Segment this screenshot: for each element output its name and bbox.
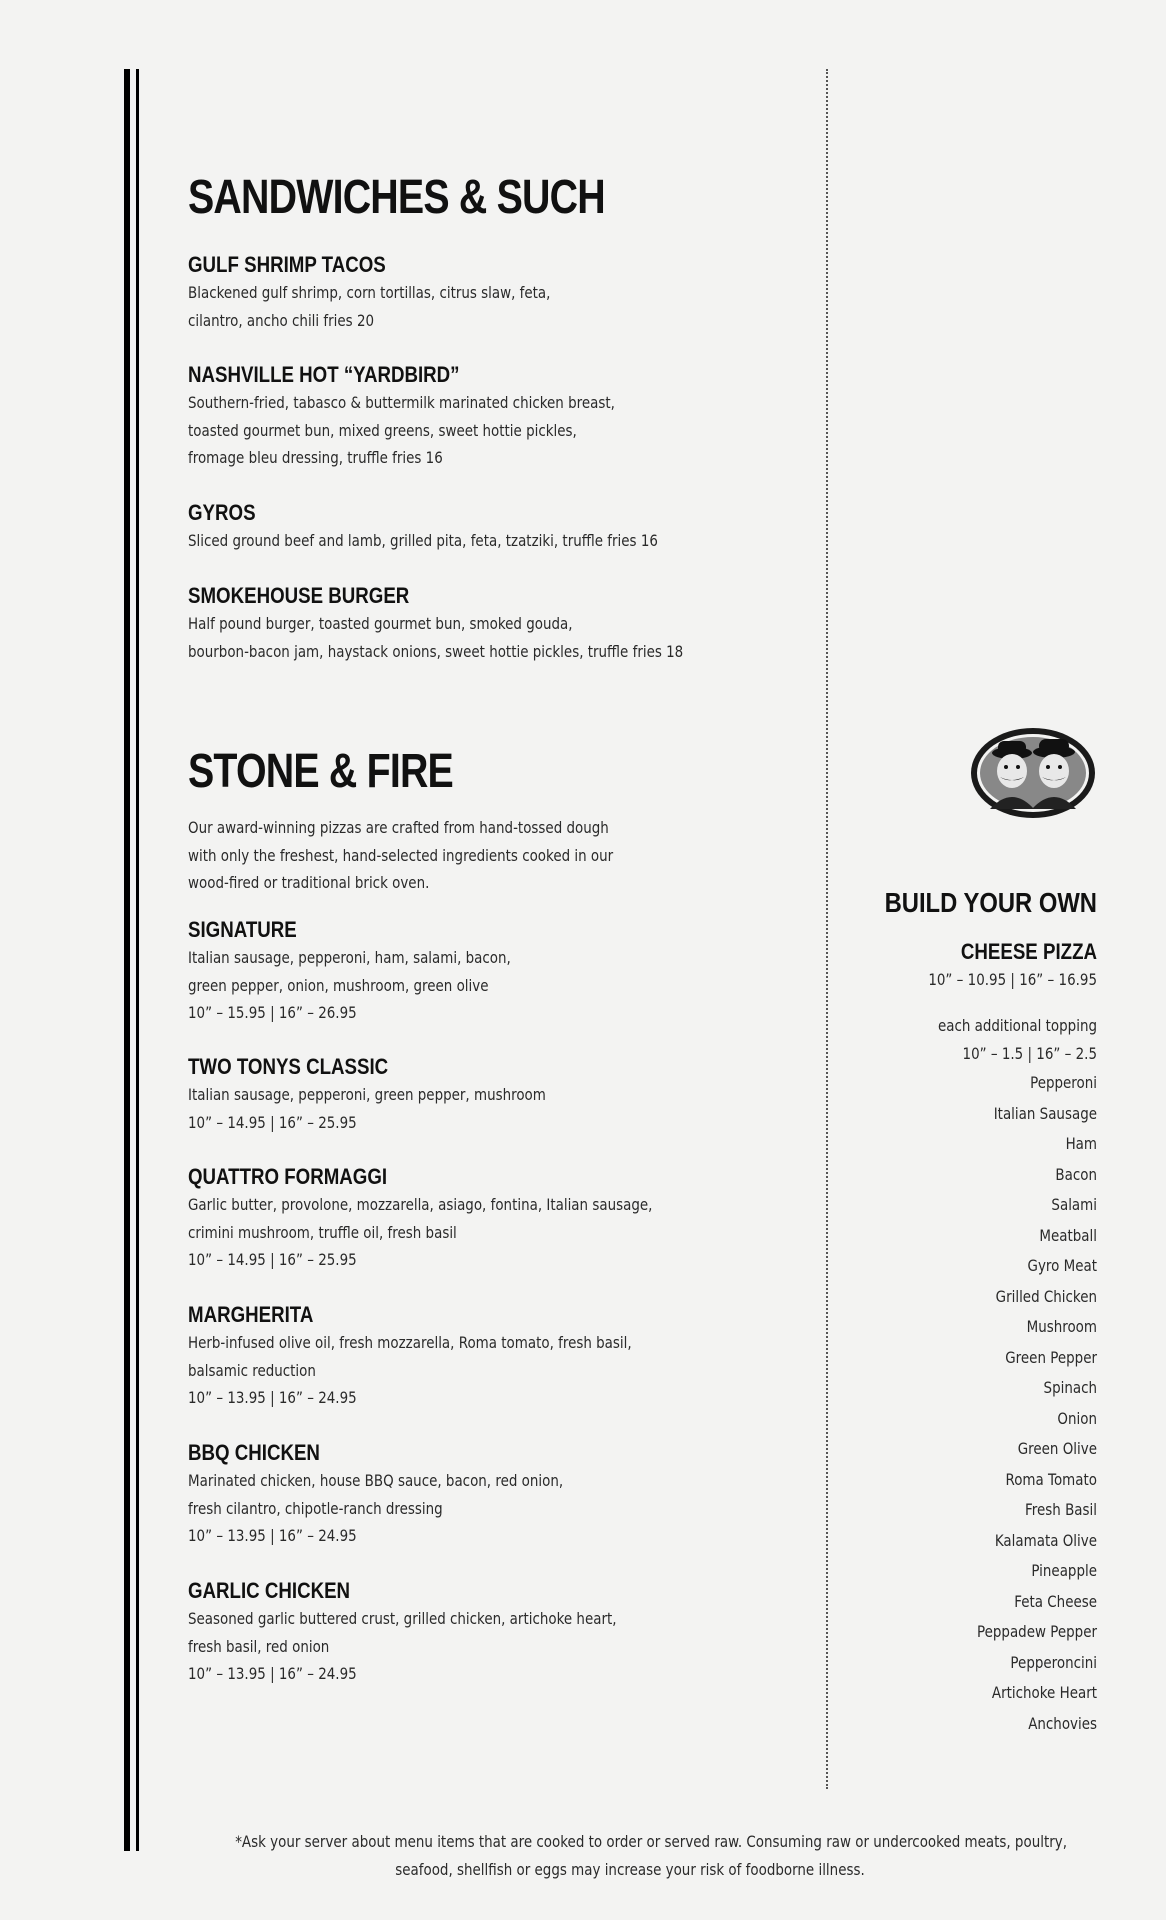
topping-item: Bacon bbox=[1055, 1164, 1097, 1184]
stone-fire-intro bbox=[188, 814, 788, 897]
item-desc: crimini mushroom, truffle oil, fresh basil bbox=[188, 1222, 457, 1242]
topping-item: Artichoke Heart bbox=[991, 1683, 1097, 1702]
menu-item bbox=[188, 361, 788, 472]
section-title-sandwiches: SANDWICHES & SUCH bbox=[188, 171, 605, 224]
topping-item: Fresh Basil bbox=[1025, 1500, 1097, 1519]
topping-item: Meatball bbox=[1039, 1225, 1097, 1245]
intro-line: with only the freshest, hand-selected ingredients cooked in our bbox=[188, 845, 614, 865]
pizza-item bbox=[188, 1439, 788, 1550]
build-your-own-title: BUILD YOUR OWN bbox=[884, 887, 1097, 918]
left-border-thin bbox=[136, 69, 139, 1851]
item-desc: Herb-infused olive oil, fresh mozzarella, Roma tomato, fresh basil, bbox=[188, 1333, 632, 1352]
pizza-item bbox=[188, 916, 788, 1027]
pizza-item bbox=[188, 1301, 788, 1412]
pizza-item bbox=[188, 1577, 788, 1688]
item-desc: balsamic reduction bbox=[188, 1360, 316, 1380]
item-desc: Half pound burger, toasted gourmet bun, smoked gouda, bbox=[188, 614, 573, 633]
topping-item: Pepperoncini bbox=[1010, 1652, 1097, 1672]
section-title-stone-fire: STONE & FIRE bbox=[188, 745, 453, 798]
item-desc: Italian sausage, pepperoni, ham, salami, bacon, bbox=[188, 948, 511, 967]
toppings-list-container bbox=[797, 1068, 1097, 1739]
topping-item: Green Olive bbox=[1017, 1439, 1097, 1458]
item-name: GARLIC CHICKEN bbox=[188, 1578, 351, 1603]
topping-item: Pineapple bbox=[1031, 1561, 1097, 1580]
topping-item: Pepperoni bbox=[1030, 1073, 1097, 1092]
item-price: 10” – 13.95 | 16” – 24.95 bbox=[188, 1664, 357, 1683]
item-desc: Sliced ground beef and lamb, grilled pita, feta, tzatziki, truffle fries 16 bbox=[188, 531, 658, 550]
food-safety-footnote bbox=[160, 1828, 1100, 1884]
item-price: 10” – 13.95 | 16” – 24.95 bbox=[188, 1388, 357, 1407]
item-desc: Southern-fried, tabasco & buttermilk marinated chicken breast, bbox=[188, 393, 615, 412]
topping-item: Spinach bbox=[1043, 1378, 1097, 1397]
topping-item: Italian Sausage bbox=[993, 1103, 1097, 1123]
item-name: BBQ CHICKEN bbox=[188, 1440, 320, 1465]
footnote-line: *Ask your server about menu items that are cooked to order or served raw. Consuming raw or undercooked meats, poultry, bbox=[235, 1832, 1067, 1851]
cheese-pizza-block bbox=[797, 938, 1097, 994]
intro-line: wood-fired or traditional brick oven. bbox=[188, 873, 430, 892]
intro-line: Our award-winning pizzas are crafted from hand-tossed dough bbox=[188, 818, 609, 837]
item-price: 10” – 15.95 | 16” – 26.95 bbox=[188, 1003, 357, 1022]
topping-item: Gyro Meat bbox=[1027, 1256, 1097, 1275]
build-your-own-section bbox=[797, 886, 1097, 920]
topping-item: Green Pepper bbox=[1005, 1347, 1097, 1367]
topping-item: Roma Tomato bbox=[1005, 1469, 1097, 1489]
item-desc: fresh cilantro, chipotle-ranch dressing bbox=[188, 1498, 443, 1518]
topping-item: Salami bbox=[1051, 1195, 1097, 1214]
topping-item: Peppadew Pepper bbox=[976, 1622, 1097, 1641]
two-mustached-men-logo-icon bbox=[968, 725, 1098, 821]
item-desc: Italian sausage, pepperoni, green pepper, mushroom bbox=[188, 1085, 546, 1104]
toppings-list bbox=[797, 1068, 1097, 1739]
item-name: TWO TONYS CLASSIC bbox=[188, 1054, 389, 1079]
item-name: NASHVILLE HOT “YARDBIRD” bbox=[188, 362, 460, 387]
item-desc: bourbon-bacon jam, haystack onions, sweet hottie pickles, truffle fries 18 bbox=[188, 641, 684, 661]
item-desc: toasted gourmet bun, mixed greens, sweet hottie pickles, bbox=[188, 420, 577, 440]
footnote-line: seafood, shellfish or eggs may increase your risk of foodborne illness. bbox=[395, 1860, 865, 1879]
item-desc: fresh basil, red onion bbox=[188, 1636, 330, 1656]
topping-item: Mushroom bbox=[1026, 1317, 1097, 1336]
item-desc: Garlic butter, provolone, mozzarella, asiago, fontina, Italian sausage, bbox=[188, 1195, 653, 1214]
topping-item: Feta Cheese bbox=[1014, 1591, 1097, 1611]
topping-item: Kalamata Olive bbox=[994, 1530, 1097, 1550]
topping-label: each additional topping bbox=[937, 1016, 1097, 1035]
item-price: 10” – 14.95 | 16” – 25.95 bbox=[188, 1250, 357, 1269]
item-desc: cilantro, ancho chili fries 20 bbox=[188, 310, 375, 330]
item-name: MARGHERITA bbox=[188, 1302, 314, 1327]
item-name: GYROS bbox=[188, 500, 256, 525]
item-price: 10” – 14.95 | 16” – 25.95 bbox=[188, 1112, 357, 1132]
topping-item: Anchovies bbox=[1028, 1713, 1097, 1733]
item-desc: green pepper, onion, mushroom, green olive bbox=[188, 975, 489, 995]
topping-item: Ham bbox=[1065, 1134, 1097, 1153]
item-desc: Seasoned garlic buttered crust, grilled chicken, artichoke heart, bbox=[188, 1609, 617, 1628]
stone-fire-section bbox=[188, 744, 788, 800]
topping-pricing bbox=[797, 1012, 1097, 1067]
sandwiches-section bbox=[188, 170, 788, 226]
menu-item bbox=[188, 582, 788, 665]
item-name: QUATTRO FORMAGGI bbox=[188, 1164, 388, 1189]
item-desc: Blackened gulf shrimp, corn tortillas, citrus slaw, feta, bbox=[188, 283, 551, 302]
item-desc: fromage bleu dressing, truffle fries 16 bbox=[188, 448, 443, 467]
item-name: SIGNATURE bbox=[188, 917, 297, 942]
cheese-pizza-title: CHEESE PIZZA bbox=[960, 939, 1097, 964]
pizza-item bbox=[188, 1163, 788, 1274]
item-price: 10” – 13.95 | 16” – 24.95 bbox=[188, 1526, 357, 1545]
topping-item: Grilled Chicken bbox=[995, 1286, 1097, 1306]
cheese-pizza-price: 10” – 10.95 | 16” – 16.95 bbox=[928, 970, 1097, 989]
left-border-thick bbox=[124, 69, 130, 1851]
topping-item: Onion bbox=[1057, 1408, 1097, 1428]
pizza-item bbox=[188, 1053, 788, 1136]
item-name: SMOKEHOUSE BURGER bbox=[188, 583, 410, 608]
menu-item bbox=[188, 499, 788, 555]
topping-price: 10” – 1.5 | 16” – 2.5 bbox=[962, 1043, 1097, 1063]
item-desc: Marinated chicken, house BBQ sauce, bacon, red onion, bbox=[188, 1471, 564, 1490]
item-name: GULF SHRIMP TACOS bbox=[188, 252, 386, 277]
menu-item bbox=[188, 251, 788, 334]
